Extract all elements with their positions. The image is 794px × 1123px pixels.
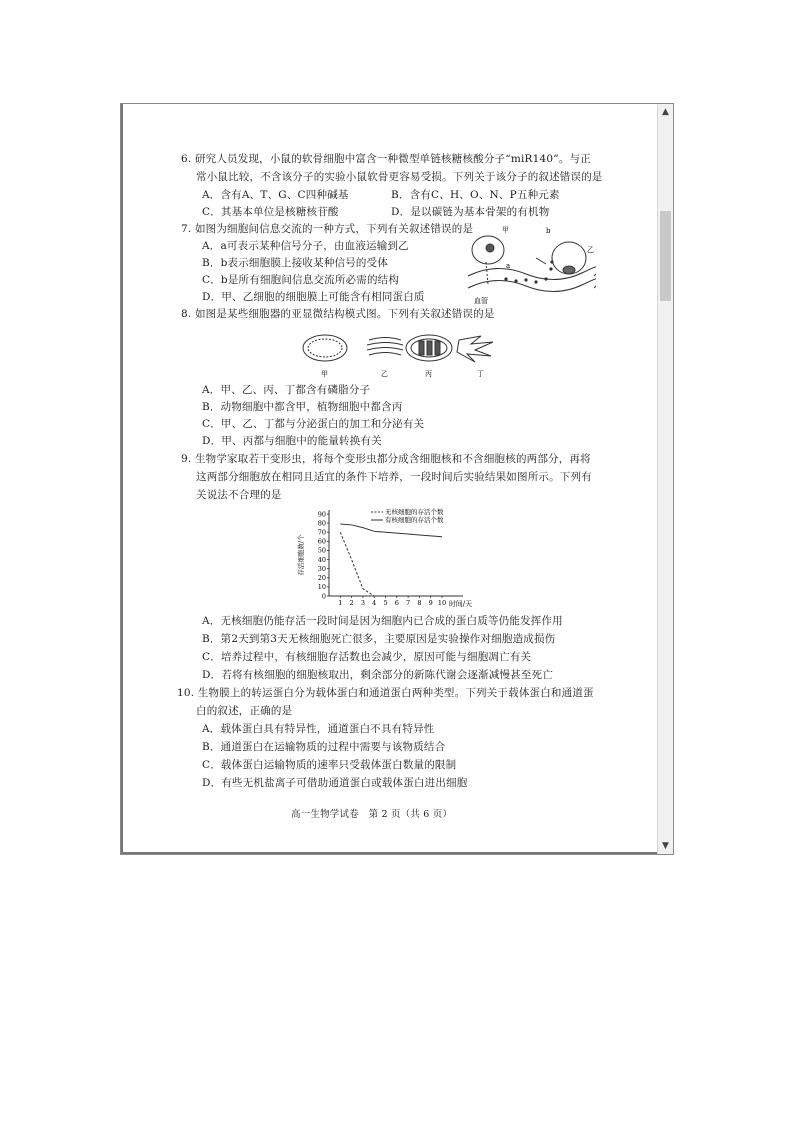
organelle-figure xyxy=(299,332,499,378)
q9-option-d: D．若将有核细胞的细胞核取出，剩余部分的新陈代谢会逐渐减慢甚至死亡 xyxy=(202,669,554,681)
q8-stem: 8. 如图是某些细胞器的亚显微结构模式图。下列有关叙述错误的是 xyxy=(181,308,495,320)
q9-option-b: B．第2天到第3天无核细胞死亡很多，主要原因是实验操作对细胞造成损伤 xyxy=(202,633,556,645)
q9-stem-line2: 这两部分细胞放在相同且适宜的条件下培养，一段时间后实验结果如图所示。下列有 xyxy=(196,471,592,483)
q9-option-a: A．无核细胞仍能存活一段时间是因为细胞内已合成的蛋白质等仍能发挥作用 xyxy=(202,615,563,627)
q10-option-a: A．载体蛋白具有特异性，通道蛋白不具有特异性 xyxy=(202,723,435,735)
scroll-up-arrow-icon[interactable]: ▲ xyxy=(662,107,669,117)
q9-stem-line1: 9. 生物学家取若干变形虫，将每个变形虫都分成含细胞核和不含细胞核的两部分，再将 xyxy=(181,453,591,465)
chart-x-tick-label: 9 xyxy=(428,599,433,607)
chart-xlabel: 时间/天 xyxy=(448,600,473,608)
page-footer: 高一生物学试卷 第 2 页（共 6 页） xyxy=(291,809,453,820)
q7-option-d: D．甲、乙细胞的细胞膜上可能含有相同蛋白质 xyxy=(202,291,425,303)
q7-option-c: C．b是所有细胞间信息交流所必需的结构 xyxy=(202,274,400,286)
chart-series-line-0 xyxy=(340,532,442,596)
vertical-scrollbar[interactable] xyxy=(657,104,673,854)
exam-page xyxy=(121,104,657,854)
q8-option-b: B．动物细胞中都含甲，植物细胞中都含丙 xyxy=(202,401,403,413)
chart-y-tick-label: 60 xyxy=(317,537,326,546)
q6-stem-line2: 常小鼠比较，不含该分子的实验小鼠软骨更容易受损。下列关于该分子的叙述错误的是 xyxy=(196,171,603,183)
chart-y-tick-label: 90 xyxy=(317,510,326,519)
chart-x-tick-label: 2 xyxy=(349,599,354,607)
chart-y-tick-label: 30 xyxy=(317,564,326,573)
chart-series-line-1 xyxy=(340,524,442,537)
chart-y-tick-label: 70 xyxy=(317,528,326,537)
q6-stem-line1: 6. 研究人员发现，小鼠的软骨细胞中富含一种微型单链核糖核酸分子“miR140”。与正 xyxy=(181,153,591,165)
organelle-label-ding: 丁 xyxy=(477,370,484,378)
organelle-label-bing: 丙 xyxy=(425,370,432,378)
q10-option-c: C．载体蛋白运输物质的速率只受载体蛋白数量的限制 xyxy=(202,759,457,771)
q8-option-a: A．甲、乙、丙、丁都含有磷脂分子 xyxy=(202,384,371,396)
q8-option-d: D．甲、丙都与细胞中的能量转换有关 xyxy=(202,435,382,447)
q10-option-b: B．通道蛋白在运输物质的过程中需要与该物质结合 xyxy=(202,741,446,753)
fig-label-yi: 乙 xyxy=(587,246,594,254)
chart-x-tick-label: 6 xyxy=(394,599,399,607)
chart-y-tick-label: 40 xyxy=(317,555,326,564)
q10-stem-line1: 10. 生物膜上的转运蛋白分为载体蛋白和通道蛋白两种类型。下列关于载体蛋白和通道蛋 xyxy=(177,687,594,699)
q6-option-b: B．含有C、H、O、N、P五种元素 xyxy=(391,189,560,201)
q6-option-c: C．其基本单位是核糖核苷酸 xyxy=(202,206,339,218)
chart-x-tick-label: 8 xyxy=(417,599,422,607)
fig-label-jia: 甲 xyxy=(502,226,509,234)
chart-ylabel: 存活细胞数/个 xyxy=(297,534,305,576)
chart-y-tick-label: 0 xyxy=(321,592,326,601)
q9-stem-line3: 关说法不合理的是 xyxy=(196,489,282,501)
chart-x-tick-label: 7 xyxy=(406,599,411,607)
chart-legend-label-0: 无核细胞的存活个数 xyxy=(385,508,444,516)
fig-label-vessel: 血管 xyxy=(474,297,488,305)
chart-x-tick-label: 10 xyxy=(437,599,447,607)
fig-label-a: a xyxy=(506,262,511,270)
organelle-label-yi: 乙 xyxy=(381,370,388,378)
chart-y-tick-label: 10 xyxy=(317,583,326,592)
chart-y-tick-label: 20 xyxy=(317,574,326,583)
cell-signaling-figure xyxy=(466,224,596,306)
chart-x-tick-label: 5 xyxy=(383,599,388,607)
q6-option-d: D．是以碳链为基本骨架的有机物 xyxy=(391,206,550,218)
organelle-label-jia: 甲 xyxy=(321,370,328,378)
q6-option-a: A．含有A、T、G、C四种碱基 xyxy=(202,189,349,201)
chart-y-tick-label: 80 xyxy=(317,519,326,528)
survival-chart xyxy=(293,506,493,610)
chart-legend-label-1: 有核细胞的存活个数 xyxy=(385,516,444,524)
chart-x-tick-label: 4 xyxy=(372,599,377,607)
chart-x-tick-label: 3 xyxy=(360,599,365,607)
chart-x-tick-label: 1 xyxy=(338,599,343,607)
fig-label-b: b xyxy=(546,227,551,235)
scrollbar-thumb[interactable] xyxy=(660,211,671,301)
q10-stem-line2: 白的叙述，正确的是 xyxy=(196,705,293,717)
q7-option-a: A．a可表示某种信号分子，由血液运输到乙 xyxy=(202,240,409,252)
q7-option-b: B．b表示细胞膜上接收某种信号的受体 xyxy=(202,257,389,269)
q9-option-c: C．培养过程中，有核细胞存活数也会减少，原因可能与细胞凋亡有关 xyxy=(202,651,532,663)
chart-y-tick-label: 50 xyxy=(317,546,326,555)
q7-stem: 7. 如图为细胞间信息交流的一种方式，下列有关叙述错误的是 xyxy=(181,223,474,235)
q10-option-d: D．有些无机盐离子可借助通道蛋白或载体蛋白进出细胞 xyxy=(202,777,468,789)
document-viewer xyxy=(120,103,674,855)
scroll-down-arrow-icon[interactable]: ▼ xyxy=(662,841,669,851)
q8-option-c: C．甲、乙、丁都与分泌蛋白的加工和分泌有关 xyxy=(202,418,425,430)
